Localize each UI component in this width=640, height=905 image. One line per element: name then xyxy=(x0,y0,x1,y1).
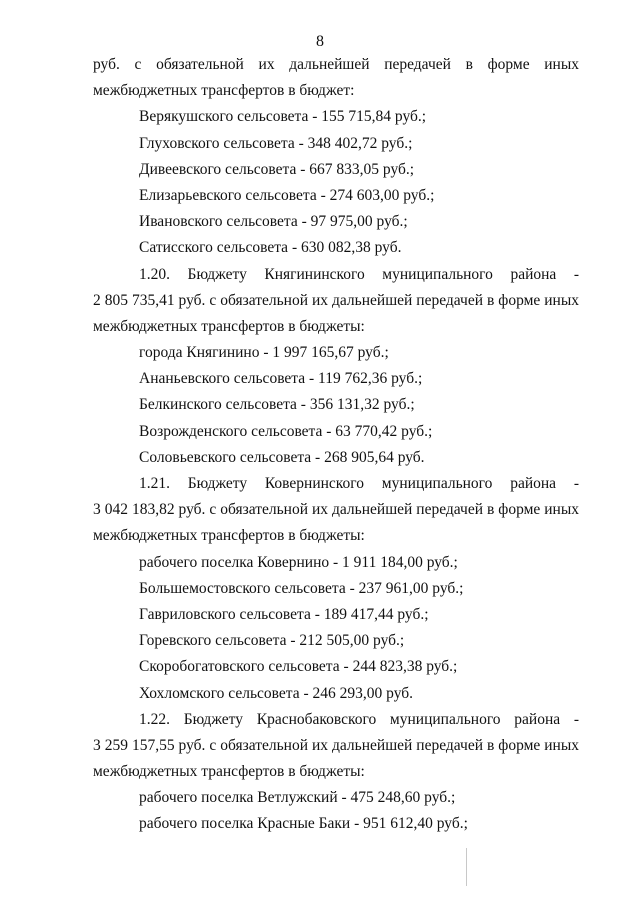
text-line: Ананьевского сельсовета - 119 762,36 руб.; xyxy=(139,370,423,388)
text-line: Елизарьевского сельсовета - 274 603,00 руб.; xyxy=(139,186,435,204)
text-line: Большемостовского сельсовета - 237 961,00 руб.; xyxy=(139,579,464,597)
text-line: Гавриловского сельсовета - 189 417,44 руб.; xyxy=(139,605,429,623)
text-line: межбюджетных трансфертов в бюджеты: xyxy=(93,763,365,781)
text-line: Горевского сельсовета - 212 505,00 руб.; xyxy=(139,632,405,650)
text-line: межбюджетных трансфертов в бюджет: xyxy=(93,82,355,100)
text-line: рабочего поселка Ковернино - 1 911 184,00 руб.; xyxy=(139,553,458,571)
text-line: Дивеевского сельсовета - 667 833,05 руб.; xyxy=(139,160,415,178)
text-line: Хохломского сельсовета - 246 293,00 руб. xyxy=(139,684,414,702)
text-line: Сатисского сельсовета - 630 082,38 руб. xyxy=(139,239,402,257)
text-line: Верякушского сельсовета - 155 715,84 руб.; xyxy=(139,108,427,126)
text-line: 1.21. Бюджету Ковернинского муниципального района - xyxy=(139,475,579,492)
text-line: рабочего поселка Красные Баки - 951 612,40 руб.; xyxy=(139,815,468,833)
text-line: 1.22. Бюджету Краснобаковского муниципального района - xyxy=(139,710,579,728)
text-line: межбюджетных трансфертов в бюджеты: xyxy=(93,317,365,335)
text-line: межбюджетных трансфертов в бюджеты: xyxy=(93,527,365,545)
text-line: 2 805 735,41 руб. с обязательной их дальнейшей передачей в форме иных xyxy=(93,291,579,309)
text-line: руб. с обязательной их дальнейшей передачей в форме иных xyxy=(93,56,579,73)
text-line: Возрожденского сельсовета - 63 770,42 руб.; xyxy=(139,422,433,440)
document-body xyxy=(93,52,579,838)
text-line: 1.20. Бюджету Княгининского муниципального района - xyxy=(139,265,579,283)
text-line: города Княгинино - 1 997 165,67 руб.; xyxy=(139,344,389,362)
text-line: Скоробогатовского сельсовета - 244 823,38 руб.; xyxy=(139,658,458,676)
text-line: рабочего поселка Ветлужский - 475 248,60 руб.; xyxy=(139,789,456,807)
text-line: Соловьевского сельсовета - 268 905,64 руб. xyxy=(139,448,425,466)
text-line: 3 259 157,55 руб. с обязательной их дальнейшей передачей в форме иных xyxy=(93,736,579,754)
scan-artifact-line xyxy=(466,848,467,886)
text-line: Глуховского сельсовета - 348 402,72 руб.; xyxy=(139,134,413,152)
text-line: Ивановского сельсовета - 97 975,00 руб.; xyxy=(139,213,408,231)
page-number: 8 xyxy=(316,33,324,50)
text-line: 3 042 183,82 руб. с обязательной их дальнейшей передачей в форме иных xyxy=(93,501,579,519)
text-line: Белкинского сельсовета - 356 131,32 руб.; xyxy=(139,396,415,414)
